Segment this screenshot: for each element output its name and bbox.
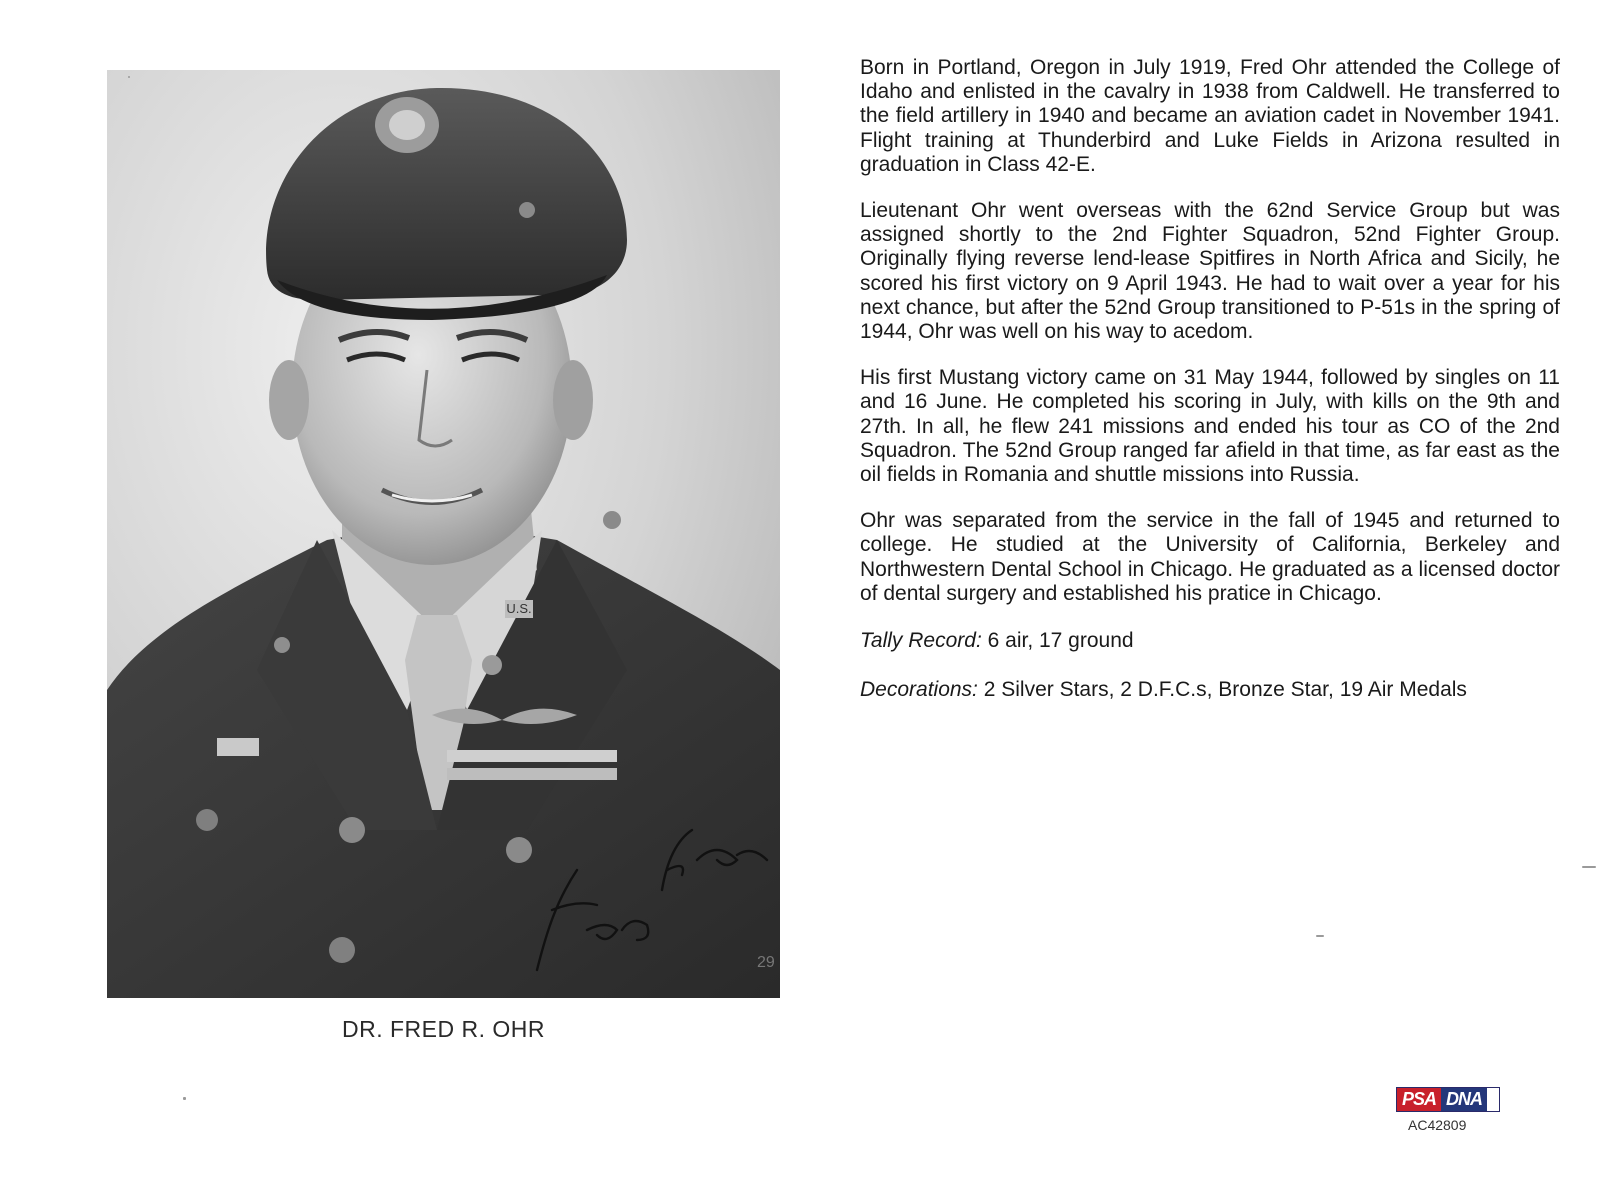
- portrait-caption: DR. FRED R. OHR: [342, 1016, 545, 1042]
- biography: [860, 56, 1560, 726]
- svg-text:U.S.: U.S.: [506, 601, 532, 616]
- dna-logo-text: DNA: [1441, 1088, 1487, 1111]
- tally-record: [860, 628, 1560, 653]
- collar-insignia: [505, 600, 533, 618]
- tally-label: Tally Record:: [860, 629, 982, 653]
- decorations-value: 2 Silver Stars, 2 D.F.C.s, Bronze Star, 19 Air Medals: [983, 678, 1467, 702]
- print-number: 29: [757, 954, 775, 971]
- psa-dna-logo: [1396, 1087, 1500, 1112]
- authentication-sticker: [1396, 1087, 1500, 1133]
- psa-logo-text: PSA: [1397, 1088, 1441, 1111]
- wings-pin-icon: [482, 655, 502, 675]
- bio-paragraph: Born in Portland, Oregon in July 1919, Fred Ohr attended the College of Idaho and enlisted in the cavalry in 1938 from Caldwell. He transferred to the field artillery in 1940 and became an aviation cadet in November 1941. Flight training at Thunderbird and Luke Fields in Arizona resulted in graduation in Class 42-E.: [860, 56, 1560, 176]
- tally-value: 6 air, 17 ground: [987, 629, 1134, 653]
- bio-paragraph: Ohr was separated from the service in the fall of 1945 and returned to college. He studied at the University of California, Berkeley and Northwestern Dental School in Chicago. He graduated as a licensed doctor of dental surgery and established his pratice in Chicago.: [860, 509, 1560, 605]
- bio-paragraph: Lieutenant Ohr went overseas with the 62nd Service Group but was assigned shortly to the 2nd Fighter Squadron, 52nd Fighter Group. Originally flying reverse lend-lease Spitfires in North Africa and Sicily, he scored his first victory on 9 April 1943. He had to wait over a year for his next chance, but after the 52nd Group transitioned to P-51s in the spring of 1944, Ohr was well on his way to acedom.: [860, 199, 1560, 344]
- certificate-code: AC42809: [1408, 1117, 1467, 1133]
- bio-paragraph: His first Mustang victory came on 31 May 1944, followed by singles on 11 and 16 June. He completed his scoring in July, with kills on the 9th and 27th. In all, he flew 241 missions and ended his tour as CO of the 2nd Squadron. The 52nd Group ranged far afield in that time, as far east as the oil fields in Romania and shuttle missions into Russia.: [860, 366, 1560, 487]
- decorations: [860, 677, 1560, 702]
- portrait-photo: [107, 70, 780, 998]
- cap-badge-icon: [375, 97, 439, 153]
- decorations-label: Decorations:: [860, 678, 978, 702]
- portrait-illustration: [107, 70, 780, 998]
